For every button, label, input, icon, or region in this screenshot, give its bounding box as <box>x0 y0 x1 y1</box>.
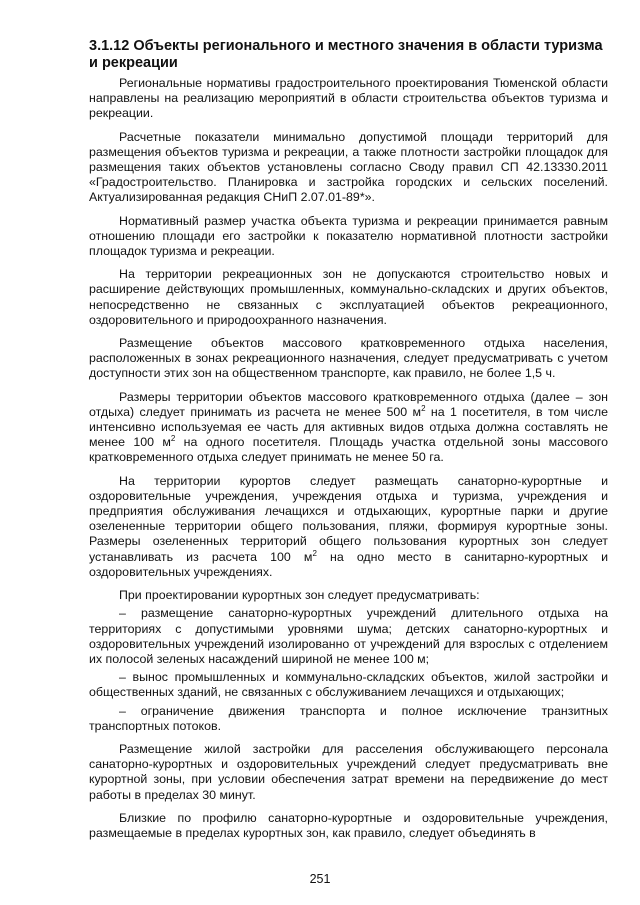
paragraph-intro: Региональные нормативы градостроительного проектирования Тюменской области направлены на реализацию мероприятий в области строительства объектов туризма и рекреации. <box>89 76 608 121</box>
zone-text-2: на 1 посетителя, в том числе интенсивно используемая ее часть для активных видов отдыха должна составлять не менее 100 м <box>89 404 608 450</box>
resort-list-intro: При проектировании курортных зон следует предусматривать: <box>119 588 480 603</box>
paragraph-plot-size: Нормативный размер участка объекта туризма и рекреации принимается равным отношению площади его застройки к показателю нормативной плотности застройки площадок туризма и рекреации. <box>89 213 608 259</box>
zone-sup-1: 2 <box>421 403 426 413</box>
paragraph-area-indicators: Расчетные показатели минимально допустимой площади территорий для размещения объектов туризма и рекреации, а также плотности застройки площадок для размещения таких объектов установлены согласно Своду правил СП 42.13330.2011 «Градостроительство. Планировка и застройка городских и сельских поселений. Актуализированная редакция СНиП 2.07.01-89*». <box>89 129 608 205</box>
resort-text-1: На территории курортов следует размещать санаторно-курортные и оздоровительные учреждения, учреждения отдыха и туризма, учреждения и предприятия обслуживания лечащихся и отдыхающих, курортные парки и другие озелененные территории общего пользования, пляжи, формируя курортные зоны. Размеры озелененных территорий общего пользования курортных зон следует устанавливать из расчета 100 м <box>89 473 608 564</box>
paragraph-recreation-zone-size <box>89 390 608 466</box>
resort-list-item: – ограничение движения транспорта и полное исключение транзитных транспортных потоков. <box>89 703 608 733</box>
page-number: 251 <box>309 872 331 886</box>
paragraph-resort-territory <box>89 474 608 580</box>
paragraph-institutions-grouping: Близкие по профилю санаторно-курортные и оздоровительные учреждения, размещаемые в пределах курортных зон, как правило, следует объединять в <box>89 810 608 840</box>
resort-text-2: на одно место в санитарно-курортных и оздоровительных учреждениях. <box>89 549 608 579</box>
section-heading: 3.1.12 Объекты регионального и местного значения в области туризма и рекреации <box>89 38 603 71</box>
zone-text-1: Размеры территории объектов массового кратковременного отдыха (далее – зон отдыха) следует принимать из расчета не менее 500 м <box>89 389 608 419</box>
resort-list-item: – размещение санаторно-курортных учреждений длительного отдыха на территориях с допустимыми уровнями шума; детских санаторно-курортных и оздоровительных учреждений изолированно от учреждений для взрослых с отделением их полосой зеленых насаждений шириной не менее 100 м; <box>89 606 608 666</box>
resort-list-item: – вынос промышленных и коммунально-складских объектов, жилой застройки и общественных зданий, не связанных с обслуживанием лечащихся и отдыхающих; <box>89 670 608 700</box>
zone-sup-2: 2 <box>170 434 176 444</box>
document-body <box>89 76 608 849</box>
zone-text-3: на одного посетителя. Площадь участка отдельной зоны массового кратковременного отдыха следует принимать не менее 50 га. <box>89 435 608 465</box>
paragraph-accessibility: Размещение объектов массового кратковременного отдыха населения, расположенных в зонах рекреационного назначения, следует предусматривать с учетом доступности этих зон на общественном транспорте, как правило, не более 1,5 ч. <box>89 336 608 381</box>
resort-sup: 2 <box>312 548 317 558</box>
paragraph-recreation-restrictions: На территории рекреационных зон не допускаются строительство новых и расширение действующих промышленных, коммунально-складских и других объектов, непосредственно не связанных с эксплуатацией объектов рекреационного, оздоровительного и природоохранного назначения. <box>89 267 608 327</box>
paragraph-staff-housing: Размещение жилой застройки для расселения обслуживающего персонала санаторно-курортных и оздоровительных учреждений следует предусматривать вне курортной зоны, при условии обеспечения затрат времени на передвижение до мест работы в пределах 30 минут. <box>89 741 608 802</box>
